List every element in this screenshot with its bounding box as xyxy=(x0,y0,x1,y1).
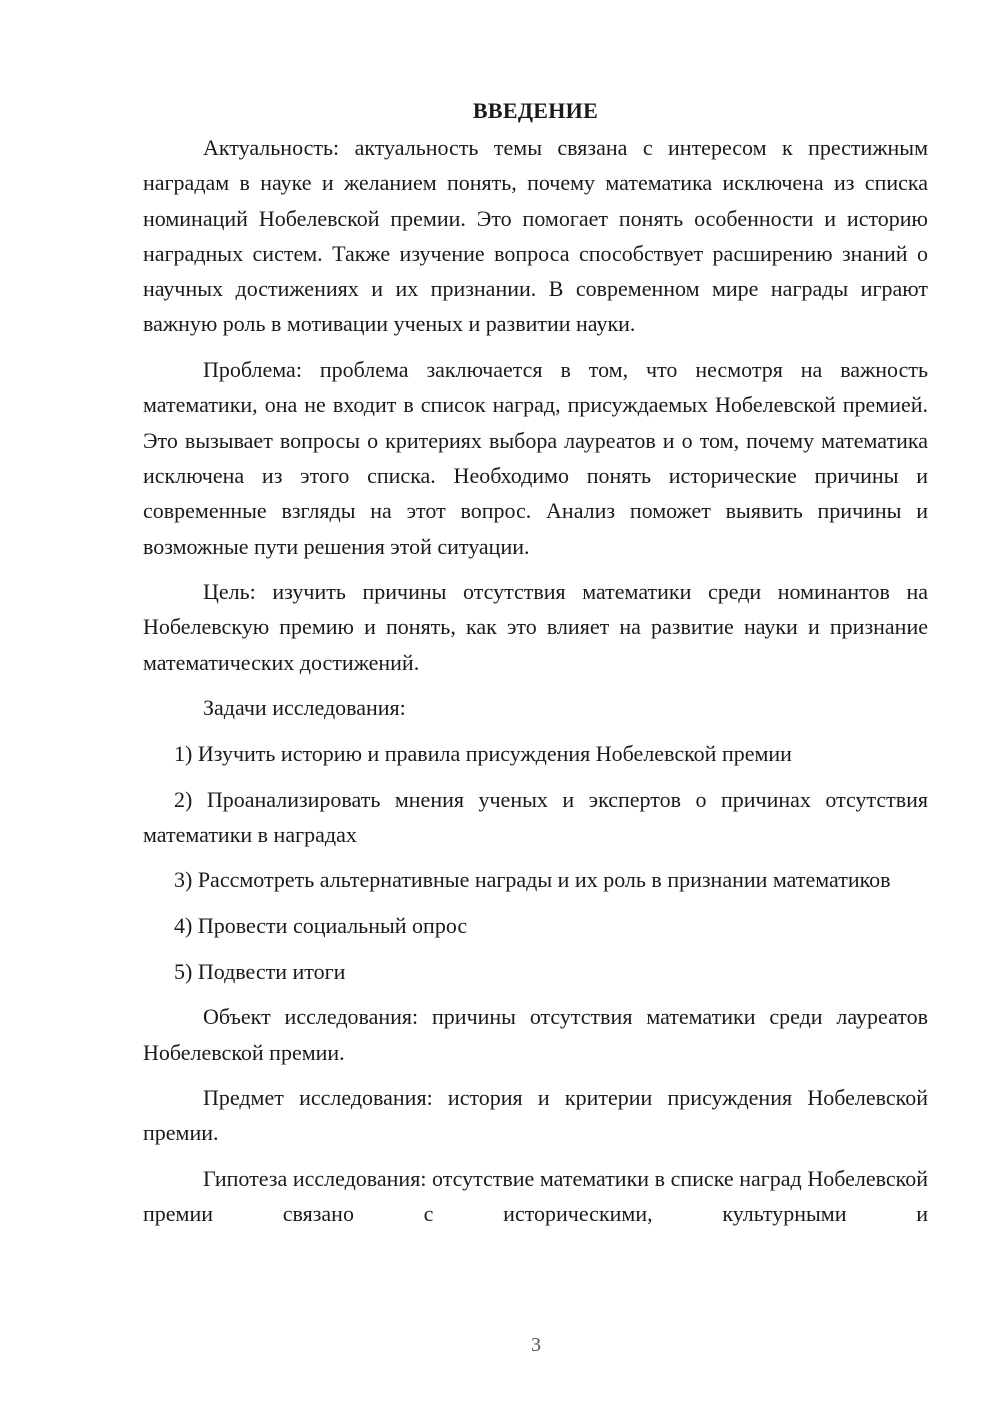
paragraph-hypothesis: Гипотеза исследования: отсутствие математики в списке наград Нобелевской премии связано с историческими, культурными и xyxy=(143,1165,928,1227)
paragraph-problem: Проблема: проблема заключается в том, что несмотря на важность математики, она не входит в список наград, присуждаемых Нобелевской премией. Это вызывает вопросы о критериях выбора лауреатов и о том, почему математика исключена из этого списка. Необходимо понять исторические причины и современные взгляды на этот вопрос. Анализ поможет выявить причины и возможные пути решения этой ситуации. xyxy=(143,357,928,559)
paragraph-goal: Цель: изучить причины отсутствия математики среди номинантов на Нобелевскую премию и понять, как это влияет на развитие науки и признание математических достижений. xyxy=(143,579,928,675)
task-item-2: 2) Проанализировать мнения ученых и экспертов о причинах отсутствия математики в наградах xyxy=(143,786,928,847)
section-heading: ВВЕДЕНИЕ xyxy=(472,98,599,123)
paragraph-tasks-intro: Задачи исследования: xyxy=(203,695,406,721)
task-item-5: 5) Подвести итоги xyxy=(174,958,346,984)
paragraph-subject: Предмет исследования: история и критерии присуждения Нобелевской премии. xyxy=(143,1085,928,1146)
page-number: 3 xyxy=(531,1334,541,1356)
task-item-1: 1) Изучить историю и правила присуждения Нобелевской премии xyxy=(174,740,792,766)
task-list xyxy=(143,736,928,989)
task-item-3: 3) Рассмотреть альтернативные награды и их роль в признании математиков xyxy=(174,867,891,893)
task-item-4: 4) Провести социальный опрос xyxy=(174,913,468,939)
document-page xyxy=(143,96,928,1232)
paragraph-object: Объект исследования: причины отсутствия математики среди лауреатов Нобелевской премии. xyxy=(143,1004,928,1065)
paragraph-relevance: Актуальность: актуальность темы связана с интересом к престижным наградам в науке и желанием понять, почему математика исключена из списка номинаций Нобелевской премии. Это помогает понять особенности и историю наградных систем. Также изучение вопроса способствует расширению знаний о научных достижениях и их признании. В современном мире награды играют важную роль в мотивации ученых и развитии науки. xyxy=(143,135,928,337)
